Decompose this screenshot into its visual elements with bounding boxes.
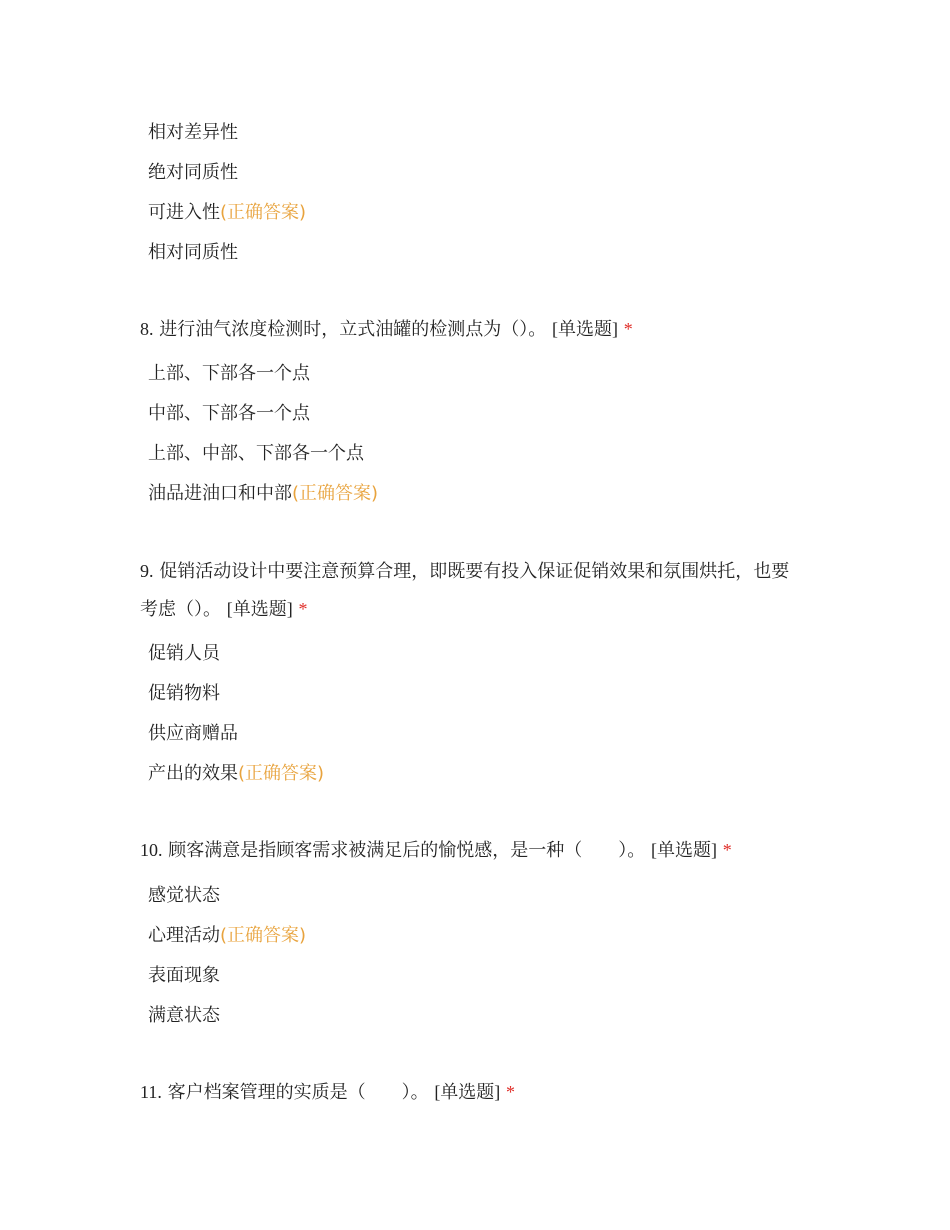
correct-answer-marker: (正确答案) bbox=[220, 925, 307, 946]
option-label: 油品进油口和中部 bbox=[148, 483, 292, 504]
q8-title bbox=[140, 317, 633, 342]
correct-answer-marker: (正确答案) bbox=[220, 202, 307, 223]
option-label: 相对差异性 bbox=[148, 122, 238, 143]
question-text: 进行油气浓度检测时，立式油罐的检测点为（）。 bbox=[159, 319, 547, 340]
question-number: 9. bbox=[140, 561, 154, 581]
option-label: 上部、下部各一个点 bbox=[148, 363, 310, 384]
question-number: 11. bbox=[140, 1082, 162, 1102]
q9-title-line-2 bbox=[140, 597, 307, 622]
required-mark: * bbox=[623, 319, 633, 339]
required-mark: * bbox=[298, 599, 308, 619]
q8-option-4[interactable] bbox=[148, 482, 378, 506]
question-type-tag: [单选题] bbox=[434, 1082, 501, 1102]
option-label: 心理活动 bbox=[148, 925, 220, 946]
q9-title-line-1 bbox=[140, 559, 789, 584]
q9-option-3[interactable] bbox=[148, 722, 238, 746]
q7-option-3[interactable] bbox=[148, 201, 306, 225]
option-label: 产出的效果 bbox=[148, 763, 238, 784]
q8-option-1[interactable] bbox=[148, 362, 310, 386]
option-label: 感觉状态 bbox=[148, 885, 220, 906]
question-number: 8. bbox=[140, 319, 154, 339]
question-type-tag: [单选题] bbox=[650, 840, 717, 860]
q10-option-1[interactable] bbox=[148, 884, 220, 908]
question-type-tag: [单选题] bbox=[551, 319, 618, 339]
question-type-tag: [单选题] bbox=[226, 599, 293, 619]
option-label: 促销物料 bbox=[148, 683, 220, 704]
option-label: 促销人员 bbox=[148, 643, 220, 664]
option-label: 表面现象 bbox=[148, 965, 220, 986]
question-text: 客户档案管理的实质是（ ）。 bbox=[167, 1082, 429, 1103]
q11-title bbox=[140, 1080, 515, 1105]
q9-option-4[interactable] bbox=[148, 762, 324, 786]
question-text: 顾客满意是指顾客需求被满足后的愉悦感，是一种（ ）。 bbox=[168, 840, 646, 861]
q10-option-4[interactable] bbox=[148, 1004, 220, 1028]
option-label: 绝对同质性 bbox=[148, 162, 238, 183]
q7-option-1[interactable] bbox=[148, 121, 238, 145]
required-mark: * bbox=[506, 1082, 516, 1102]
question-number: 10. bbox=[140, 840, 163, 860]
q7-option-2[interactable] bbox=[148, 161, 238, 185]
correct-answer-marker: (正确答案) bbox=[292, 483, 379, 504]
option-label: 满意状态 bbox=[148, 1005, 220, 1026]
option-label: 上部、中部、下部各一个点 bbox=[148, 443, 364, 464]
q9-option-1[interactable] bbox=[148, 642, 220, 666]
q8-option-3[interactable] bbox=[148, 442, 364, 466]
q9-option-2[interactable] bbox=[148, 682, 220, 706]
option-label: 供应商赠品 bbox=[148, 723, 238, 744]
required-mark: * bbox=[722, 840, 732, 860]
q8-option-2[interactable] bbox=[148, 402, 310, 426]
option-label: 相对同质性 bbox=[148, 242, 238, 263]
option-label: 可进入性 bbox=[148, 202, 220, 223]
q10-option-2[interactable] bbox=[148, 924, 306, 948]
q7-option-4[interactable] bbox=[148, 241, 238, 265]
option-label: 中部、下部各一个点 bbox=[148, 403, 310, 424]
question-text: 促销活动设计中要注意预算合理，即既要有投入保证促销效果和氛围烘托，也要 bbox=[159, 561, 790, 582]
question-text: 考虑（）。 bbox=[140, 599, 221, 620]
q10-option-3[interactable] bbox=[148, 964, 220, 988]
correct-answer-marker: (正确答案) bbox=[238, 763, 325, 784]
q10-title bbox=[140, 838, 732, 863]
